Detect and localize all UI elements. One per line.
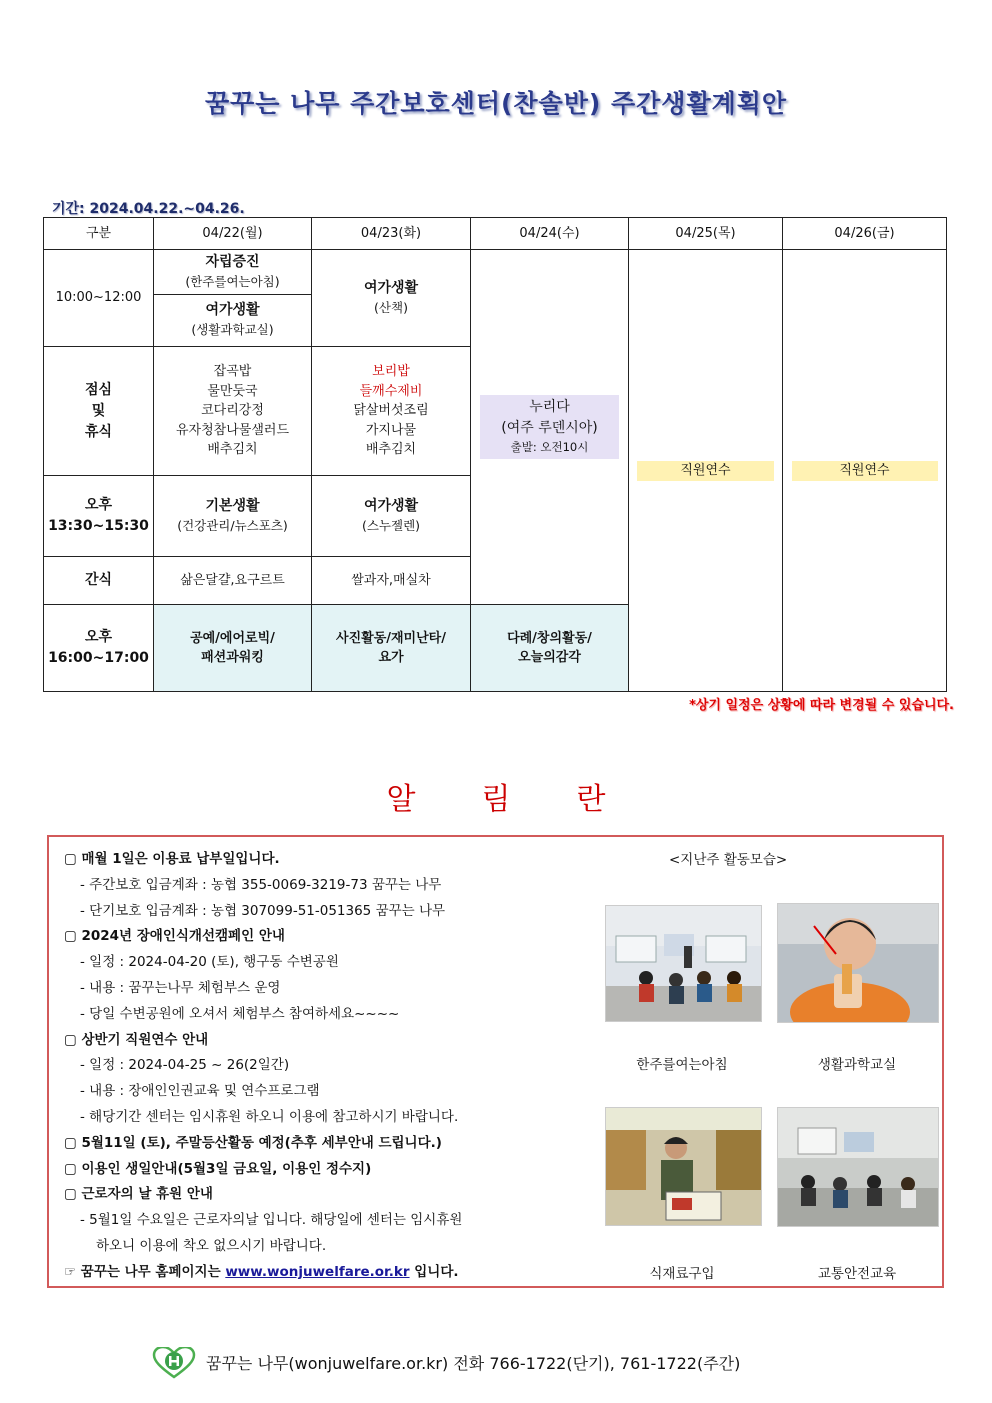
photo-caption: 식재료구입 bbox=[649, 1266, 715, 1282]
menu-item: 가지나물 bbox=[365, 422, 417, 438]
announcement-item: - 당일 수변공원에 오셔서 체험부스 참여하세요~~~~ bbox=[80, 1005, 400, 1022]
photo-science-class bbox=[777, 903, 939, 1023]
row-morning-label: 10:00~12:00 bbox=[44, 250, 154, 347]
announcement-item: - 일정 : 2024-04-25 ~ 26(2일간) bbox=[80, 1057, 290, 1074]
announcement-item: - 5월1일 수요일은 근로자의날 입니다. 해당일에 센터는 임시휴원 bbox=[80, 1212, 463, 1229]
homepage-link[interactable]: www.wonjuwelfare.or.kr bbox=[225, 1264, 410, 1280]
period-label: 기간: 2024.04.22.~04.26. bbox=[52, 201, 245, 217]
photo-weekly-morning bbox=[605, 905, 762, 1022]
wed-title: 누리다 bbox=[529, 399, 570, 416]
photo-caption: 교통안전교육 bbox=[817, 1266, 897, 1282]
header-tue: 04/23(화) bbox=[312, 218, 471, 250]
tue-lunch-cell bbox=[312, 347, 471, 476]
schedule-change-notice: *상기 일정은 상황에 따라 변경될 수 있습니다. bbox=[689, 698, 954, 713]
mon-late-cell: 공예/에어로빅/ 패션과워킹 bbox=[154, 605, 312, 692]
row-snack-label: 간식 bbox=[44, 557, 154, 605]
row-late-label: 오후 16:00~17:00 bbox=[44, 605, 154, 692]
thu-training: 직원연수 bbox=[637, 461, 774, 481]
fri-training: 직원연수 bbox=[792, 461, 938, 481]
wed-outing-box bbox=[480, 395, 619, 458]
menu-item: 닭살버섯조림 bbox=[353, 403, 429, 419]
photo-heading: <지난주 활동모습> bbox=[669, 852, 788, 868]
row-lunch-label: 점심 및 휴식 bbox=[44, 347, 154, 476]
mon-lunch-cell bbox=[154, 347, 312, 476]
heart-logo-icon bbox=[152, 1347, 196, 1379]
page-title: 꿈꾸는 나무 주간보호센터(찬솔반) 주간생활계획안 bbox=[204, 89, 788, 118]
wed-outing-cell bbox=[471, 250, 629, 605]
header-wed: 04/24(수) bbox=[471, 218, 629, 250]
mon-snack-cell: 삶은달걀,요구르트 bbox=[154, 557, 312, 605]
photo-traffic-safety bbox=[777, 1107, 939, 1227]
fri-cell bbox=[783, 250, 947, 692]
photo-grocery-shopping bbox=[605, 1107, 762, 1226]
mon-afternoon-cell: 기본생활 (건강관리/뉴스포츠) bbox=[154, 476, 312, 557]
footer-text: 꿈꾸는 나무(wonjuwelfare.or.kr) 전화 766-1722(단기), 761-1722(주간) bbox=[206, 1354, 741, 1373]
announcement-item: - 일정 : 2024-04-20 (토), 행구동 수변공원 bbox=[80, 954, 339, 971]
announcement-item: - 주간보호 입금계좌 : 농협 355-0069-3219-73 꿈꾸는 나무 bbox=[80, 876, 442, 893]
homepage-line: ☞ 꿈꾸는 나무 홈페이지는 www.wonjuwelfare.or.kr 입니다. bbox=[64, 1264, 459, 1280]
footer bbox=[150, 1347, 870, 1379]
mon-morning-cell bbox=[154, 250, 312, 347]
tue-afternoon-cell: 여가생활 (스누젤렌) bbox=[312, 476, 471, 557]
menu-item: 배추김치 bbox=[365, 442, 417, 458]
announcement-board bbox=[47, 835, 944, 1288]
announcement-item: - 내용 : 꿈꾸는나무 체험부스 운영 bbox=[80, 979, 281, 996]
header-thu: 04/25(목) bbox=[629, 218, 783, 250]
row-afternoon-label: 오후 13:30~15:30 bbox=[44, 476, 154, 557]
thu-cell bbox=[629, 250, 783, 692]
header-fri: 04/26(금) bbox=[783, 218, 947, 250]
menu-item: 코다리강정 bbox=[201, 403, 264, 419]
announcement-title: 알 림 란 bbox=[386, 782, 606, 817]
tue-am-title: 여가생활 bbox=[363, 280, 419, 297]
menu-item: 유자청참나물샐러드 bbox=[175, 422, 290, 438]
announcement-heading: ▢ 2024년 장애인식개선캠페인 안내 bbox=[64, 928, 285, 945]
menu-item: 들깨수제비 bbox=[359, 383, 423, 399]
mon-am2-title: 여가생활 bbox=[205, 302, 260, 319]
announcement-heading: ▢ 이용인 생일안내(5월3일 금요일, 이용인 정수지) bbox=[64, 1160, 372, 1177]
announcement-item: 하오니 이용에 착오 없으시기 바랍니다. bbox=[96, 1237, 327, 1254]
announcement-heading: ▢ 5월11일 (토), 주말등산활동 예정(추후 세부안내 드립니다.) bbox=[64, 1134, 442, 1151]
announcement-item: - 단기보호 입금계좌 : 농협 307099-51-051365 꿈꾸는 나무 bbox=[80, 902, 446, 919]
announcement-heading: ▢ 상반기 직원연수 안내 bbox=[64, 1031, 209, 1048]
menu-item: 배추김치 bbox=[207, 442, 258, 458]
announcement-heading: ▢ 매월 1일은 이용료 납부일입니다. bbox=[64, 851, 280, 867]
mon-am1-sub: (한주를여는아침) bbox=[185, 273, 280, 289]
tue-morning-cell bbox=[312, 250, 471, 347]
photo-caption: 한주를여는아침 bbox=[636, 1057, 728, 1073]
menu-item: 물만둣국 bbox=[207, 383, 258, 399]
mon-am2-sub: (생활과학교실) bbox=[191, 322, 274, 338]
announcement-item: - 해당기간 센터는 임시휴원 하오니 이용에 참고하시기 바랍니다. bbox=[80, 1108, 459, 1125]
mon-am1-title: 자립증진 bbox=[205, 253, 260, 270]
tue-late-cell: 사진활동/재미난타/ 요가 bbox=[312, 605, 471, 692]
wed-place: (여주 루덴시아) bbox=[501, 420, 598, 437]
menu-item: 잡곡밥 bbox=[213, 364, 252, 380]
tue-snack-cell: 쌀과자,매실차 bbox=[312, 557, 471, 605]
header-mon: 04/22(월) bbox=[154, 218, 312, 250]
wed-late-cell: 다례/창의활동/ 오늘의감각 bbox=[471, 605, 629, 692]
header-category: 구분 bbox=[44, 218, 154, 250]
weekly-schedule-table bbox=[43, 217, 947, 692]
announcement-list bbox=[64, 847, 624, 1260]
tue-am-sub: (산책) bbox=[374, 300, 408, 316]
menu-item: 보리밥 bbox=[372, 364, 410, 380]
wed-depart: 출발: 오전10시 bbox=[510, 440, 589, 455]
photo-caption: 생활과학교실 bbox=[817, 1057, 897, 1073]
announcement-item: - 내용 : 장애인인권교육 및 연수프로그램 bbox=[80, 1083, 320, 1100]
announcement-heading: ▢ 근로자의 날 휴원 안내 bbox=[64, 1186, 213, 1203]
